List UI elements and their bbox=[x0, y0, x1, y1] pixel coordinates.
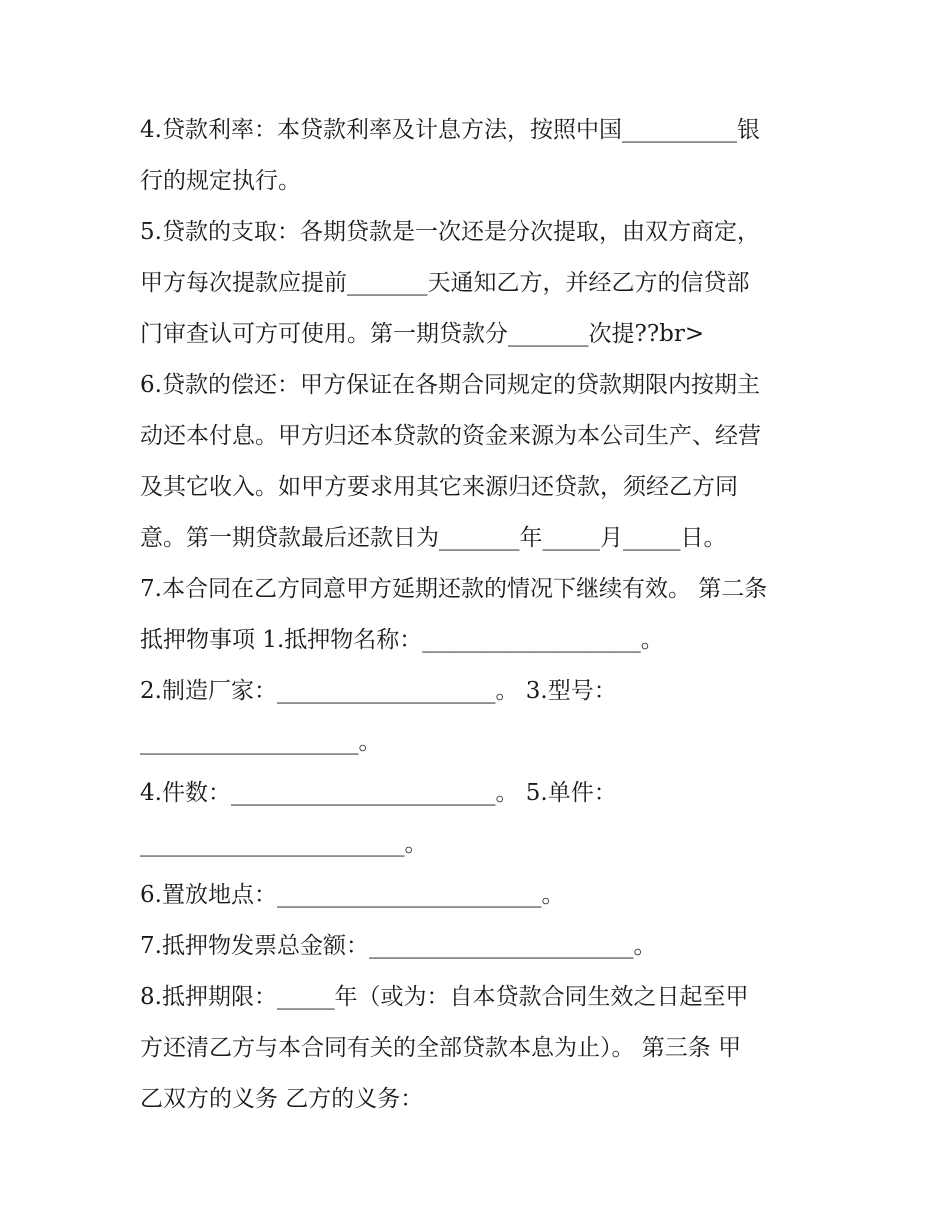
text-line: 行的规定执行。 bbox=[140, 168, 301, 194]
text-line: 7.抵押物发票总金额：_______________________。 bbox=[140, 933, 657, 959]
document-body bbox=[140, 105, 820, 1125]
text-line: 及其它收入。如甲方要求用其它来源归还贷款，须经乙方同 bbox=[140, 474, 738, 500]
text-line: 2.制造厂家：___________________。 3.型号： bbox=[140, 678, 617, 704]
text-line: 甲方每次提款应提前_______天通知乙方，并经乙方的信贷部 bbox=[140, 270, 750, 296]
text-line: 7.本合同在乙方同意甲方延期还款的情况下继续有效。 第二条 bbox=[140, 576, 768, 602]
text-line: ___________________。 bbox=[140, 729, 382, 755]
text-line: 8.抵押期限：_____年（或为：自本贷款合同生效之日起至甲 bbox=[140, 984, 749, 1010]
text-line: 6.置放地点：_______________________。 bbox=[140, 882, 565, 908]
text-line: 意。第一期贷款最后还款日为_______年_____月_____日。 bbox=[140, 525, 727, 551]
text-line: 方还清乙方与本合同有关的全部贷款本息为止）。 第三条 甲 bbox=[140, 1035, 742, 1061]
text-line: 乙双方的义务 乙方的义务： bbox=[140, 1086, 424, 1112]
text-line: 4.件数：_______________________。 5.单件： bbox=[140, 780, 617, 806]
text-line: 动还本付息。甲方归还本贷款的资金来源为本公司生产、经营 bbox=[140, 423, 761, 449]
text-line: 抵押物事项 1.抵押物名称：___________________。 bbox=[140, 627, 664, 653]
text-line: _______________________。 bbox=[140, 831, 428, 857]
text-line: 6.贷款的偿还：甲方保证在各期合同规定的贷款期限内按期主 bbox=[140, 372, 760, 398]
text-line: 5.贷款的支取：各期贷款是一次还是分次提取，由双方商定， bbox=[140, 219, 760, 245]
text-line: 门审查认可方可使用。第一期贷款分_______次提??br> bbox=[140, 321, 705, 347]
text-line: 4.贷款利率：本贷款利率及计息方法，按照中国__________银 bbox=[140, 117, 760, 143]
